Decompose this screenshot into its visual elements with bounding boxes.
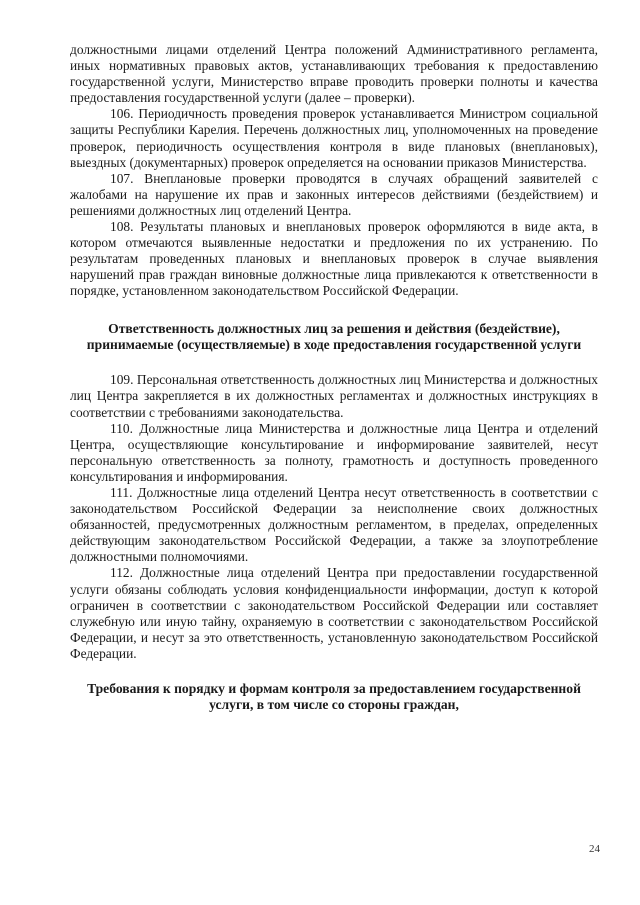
section-heading-responsibility: Ответственность должностных лиц за решения и действия (бездействие), принимаемые (осуществляемые) в ходе предоставления государственной услуги bbox=[86, 320, 582, 352]
paragraph: 110. Должностные лица Министерства и должностные лица Центра и отделений Центра, осуществляющие консультирование и информирование заявителей, несут персональную ответственность за полноту, грамотность и доступность проведенного консультирования и информирования. bbox=[70, 420, 598, 484]
paragraph: должностными лицами отделений Центра положений Административного регламента, иных нормативных правовых актов, устанавливающих требования к предоставлению государственной услуги, Министерство вправе проводить проверки полноты и качества предоставления государственной услуги (далее – проверки). bbox=[70, 42, 598, 106]
paragraph: 112. Должностные лица отделений Центра при предоставлении государственной услуги обязаны соблюдать условия конфиденциальности информации, доступ к которой ограничен в соответствии с законодательством Российской Федерации или составляет служебную или иную тайну, охраняемую в соответствии с законодательством Российской Федерации, и несут за это ответственность, установленную законодательством Российской Федерации. bbox=[70, 565, 598, 661]
paragraph: 108. Результаты плановых и внеплановых проверок оформляются в виде акта, в котором отмечаются выявленные недостатки и предложения по их устранению. По результатам проведенных плановых и внеплановых проверок в случае выявления нарушений прав граждан виновные должностные лица привлекаются к ответственности в порядке, установленном законодательством Российской Федерации. bbox=[70, 219, 598, 299]
section-heading-control-requirements: Требования к порядку и формам контроля за предоставлением государственной услуги, в том числе со стороны граждан, bbox=[87, 681, 581, 713]
document-page bbox=[70, 42, 598, 714]
paragraph-group-top bbox=[70, 42, 598, 300]
page-number: 24 bbox=[589, 843, 600, 855]
paragraph-group-middle bbox=[70, 372, 598, 662]
paragraph: 106. Периодичность проведения проверок устанавливается Министром социальной защиты Республики Карелия. Перечень должностных лиц, уполномоченных на проведение проверок, периодичность осуществления контроля в виде плановых (внеплановых), выездных (документарных) проверок определяется на основании приказов Министерства. bbox=[70, 106, 598, 170]
paragraph: 111. Должностные лица отделений Центра несут ответственность в соответствии с законодательством Российской Федерации за неисполнение своих должностных обязанностей, предусмотренных должностным регламентом, в пределах, определенных действующим законодательством Российской Федерации, а также за злоупотребление должностными полномочиями. bbox=[70, 484, 598, 565]
paragraph: 109. Персональная ответственность должностных лиц Министерства и должностных лиц Центра закрепляется в их должностных регламентах и должностных инструкциях в соответствии с требованиями законодательства. bbox=[70, 372, 598, 420]
paragraph: 107. Внеплановые проверки проводятся в случаях обращений заявителей с жалобами на нарушение их прав и законных интересов действиями (бездействием) и решениями должностных лиц отделений Центра. bbox=[70, 170, 598, 218]
